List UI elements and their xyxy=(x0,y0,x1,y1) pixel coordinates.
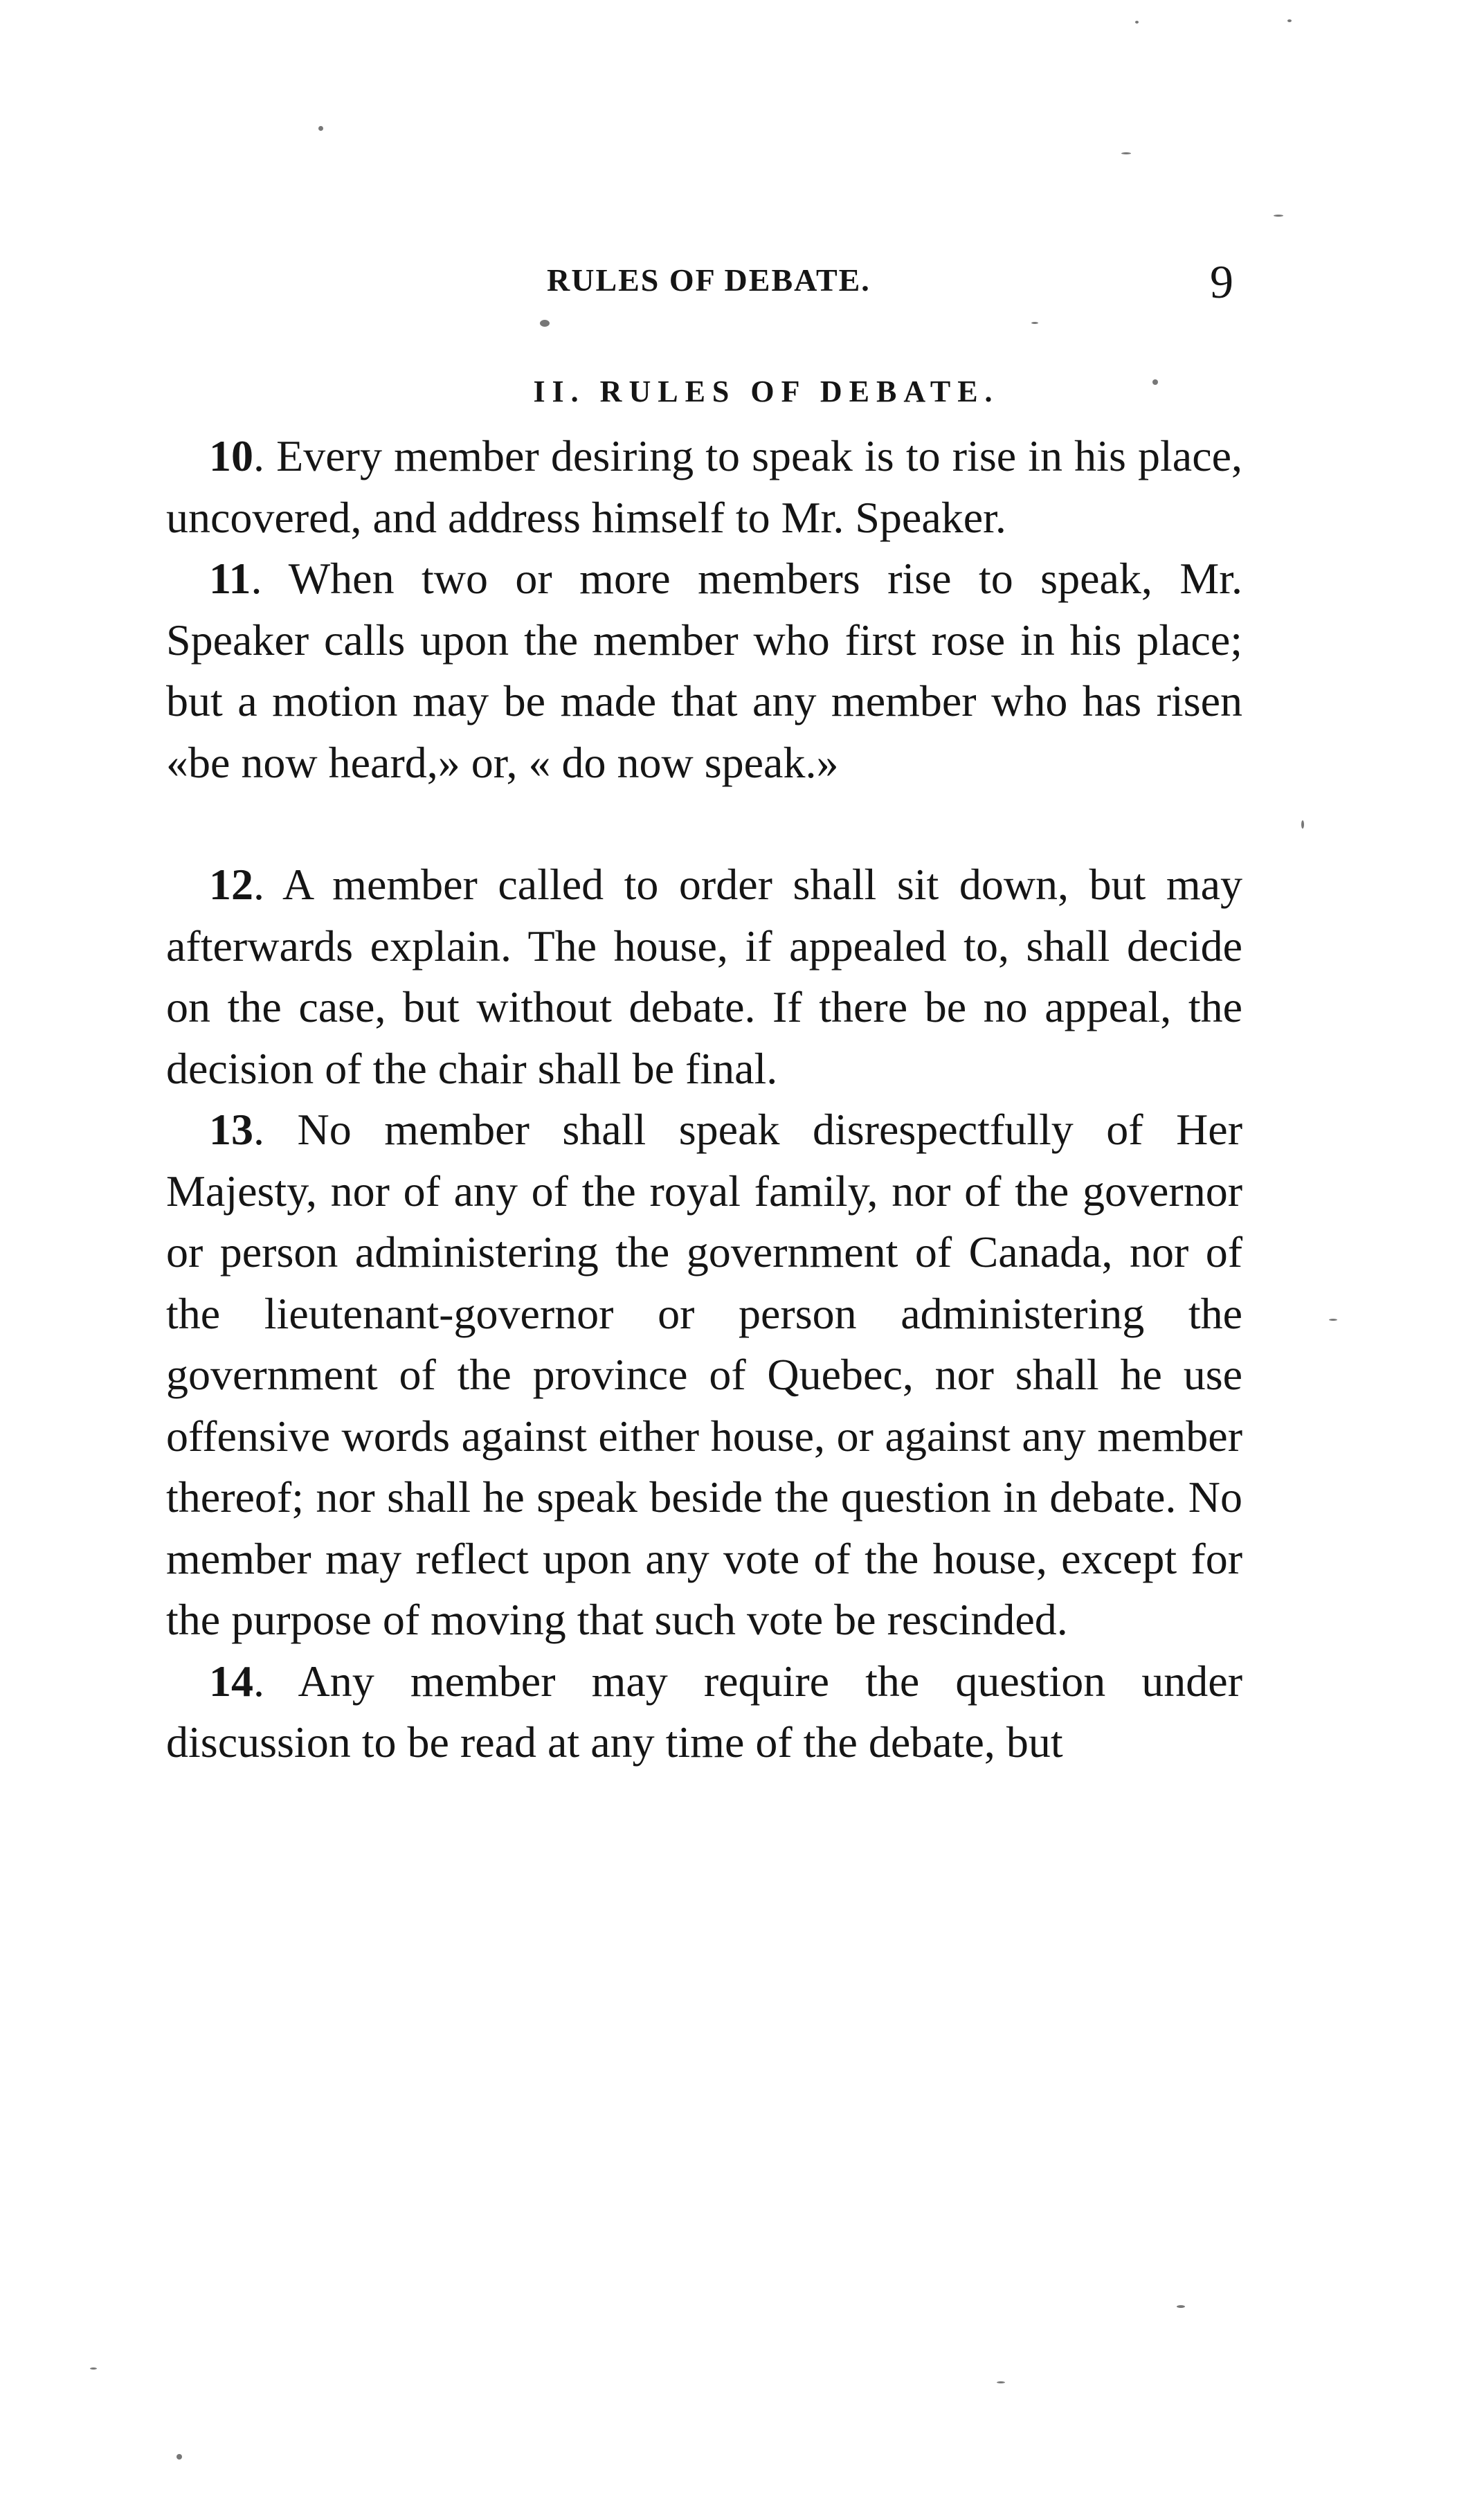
rule-number: 11 xyxy=(209,554,251,603)
scan-speck xyxy=(997,2381,1005,2383)
running-head xyxy=(0,255,1484,317)
scan-speck xyxy=(1031,322,1038,324)
rule-14: 14. Any member may require the question under discussion to be read at any time of the debate, but xyxy=(166,1656,1242,1767)
rule-number: 12 xyxy=(209,860,253,909)
rule-text: When two or more members rise to speak, Mr. Speaker calls upon the member who first rose in his place; but a motion may be made that any member who has risen «be now heard,» or, « do now speak.» xyxy=(166,554,1243,787)
rule-text: A member called to order shall sit down, but may afterwards explain. The house, if appealed to, shall decide on the case, but without debate. If there be no appeal, the decision of the chair shall be final. xyxy=(166,860,1243,1093)
scan-speck xyxy=(1135,21,1139,24)
rule-text: No member shall speak disrespectfully of Her Majesty, nor of any of the royal family, nor of the governor or person administering the government of Canada, nor of the lieutenant-governor or person administering the government of the province of Quebec, nor shall he use offensive words against either house, or against any member thereof; nor shall he speak beside the question in debate. No member may reflect upon any vote of the house, except for the purpose of moving that such vote be rescinded. xyxy=(166,1105,1243,1644)
page-number: 9 xyxy=(1210,255,1233,308)
scan-speck xyxy=(1301,820,1304,829)
scan-speck xyxy=(1121,152,1131,154)
rule-10: 10. Every member desiring to speak is to rise in his place, uncovered, and address himself to Mr. Speaker. xyxy=(166,431,1243,542)
scan-speck xyxy=(177,2454,182,2460)
scan-speck xyxy=(1287,19,1292,22)
rule-number: 14 xyxy=(209,1656,253,1706)
rule-12: 12. A member called to order shall sit down, but may afterwards explain. The house, if appealed to, shall decide on the case, but without debate. If there be no appeal, the decision of the chair shall be final. xyxy=(166,860,1243,1093)
scan-speck xyxy=(90,2367,97,2370)
rule-11: 11. When two or more members rise to speak, Mr. Speaker calls upon the member who first rose in his place; but a motion may be made that any member who has risen «be now heard,» or, « do now speak.» xyxy=(166,554,1243,787)
scan-speck xyxy=(540,320,550,327)
rule-number: 10 xyxy=(209,431,253,480)
body-text xyxy=(166,426,1242,1774)
rule-13: 13. No member shall speak disrespectfully of Her Majesty, nor of any of the royal family, nor of the governor or person administering the government of Canada, nor of the lieutenant-governor or person administering the government of the province of Quebec, nor shall he use offensive words against either house, or against any member thereof; nor shall he speak beside the question in debate. No member may reflect upon any vote of the house, except for the purpose of moving that such vote be rescinded. xyxy=(166,1105,1243,1644)
scan-speck xyxy=(1152,379,1158,385)
scan-speck xyxy=(1274,215,1283,217)
section-heading: II. RULES OF DEBATE. xyxy=(533,375,999,408)
scan-speck xyxy=(1329,1319,1337,1321)
rule-number: 13 xyxy=(209,1105,253,1154)
rule-text: Any member may require the question under discussion to be read at any time of the debate, but xyxy=(166,1656,1242,1767)
rule-text: Every member desiring to speak is to rise in his place, uncovered, and address himself to Mr. Speaker. xyxy=(166,431,1243,542)
scan-speck xyxy=(1177,2305,1185,2308)
scan-speck xyxy=(318,126,323,131)
running-title: RULES OF DEBATE. xyxy=(547,262,871,298)
